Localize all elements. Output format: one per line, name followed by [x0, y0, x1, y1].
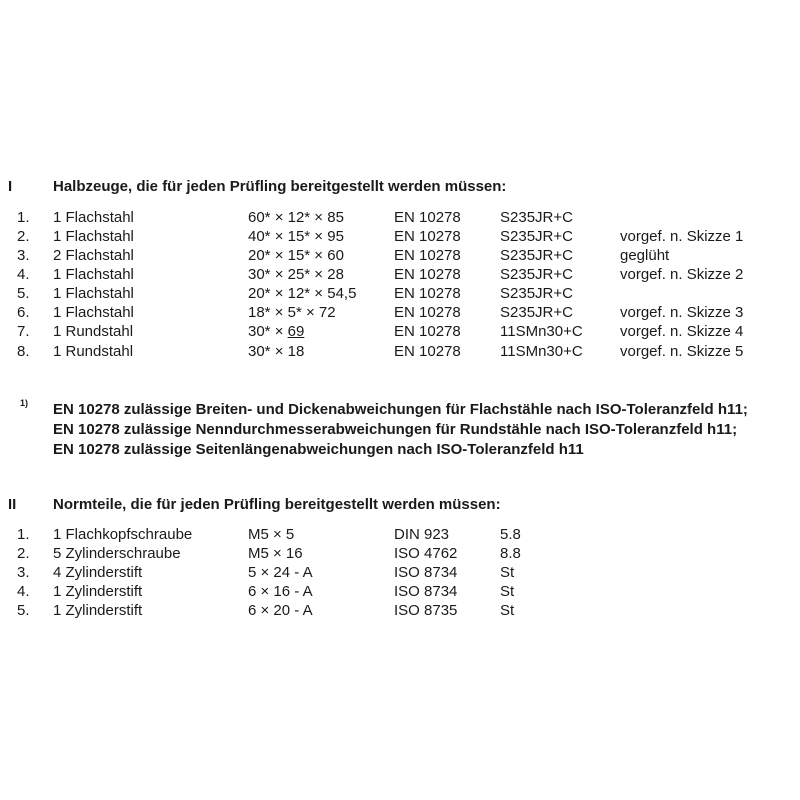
table-row [0, 266, 800, 286]
row-item: 1 Zylinderstift [53, 583, 143, 600]
row-material: S235JR+C [500, 247, 573, 264]
row-item: 1 Rundstahl [53, 343, 134, 360]
row-remark: vorgef. n. Skizze 4 [620, 323, 744, 340]
row-number: 5. [17, 602, 30, 619]
table-row [0, 564, 800, 584]
row-dimensions: 40* × 15* × 95 [248, 228, 344, 245]
row-item: 4 Zylinderstift [53, 564, 143, 581]
footnote-line: EN 10278 zulässige Breiten- und Dickenabweichungen für Flachstähle nach ISO-Toleranzfeld h11; [53, 401, 748, 418]
row-dimensions-length: 69 [287, 323, 305, 340]
row-norm: ISO 4762 [394, 545, 458, 562]
row-item: 1 Flachkopfschraube [53, 526, 193, 543]
row-grade: St [500, 564, 515, 581]
row-material: 11SMn30+C [500, 323, 583, 340]
row-norm: ISO 8734 [394, 583, 458, 600]
row-remark: vorgef. n. Skizze 2 [620, 266, 744, 283]
row-grade: St [500, 583, 515, 600]
row-grade: 5.8 [500, 526, 521, 543]
row-grade: 8.8 [500, 545, 521, 562]
row-norm: DIN 923 [394, 526, 450, 543]
row-dimensions: 30* × 25* × 28 [248, 266, 344, 283]
row-material: 11SMn30+C [500, 343, 583, 360]
row-norm: EN 10278 [394, 285, 461, 302]
row-dimensions: 60* × 12* × 85 [248, 209, 344, 226]
row-item: 1 Flachstahl [53, 209, 134, 226]
table-row [0, 228, 800, 248]
row-norm: EN 10278 [394, 304, 461, 321]
row-norm: EN 10278 [394, 247, 461, 264]
row-number: 1. [17, 209, 30, 226]
row-grade: St [500, 602, 515, 619]
table-row [0, 323, 800, 343]
row-dimensions: M5 × 16 [248, 545, 303, 562]
row-number: 5. [17, 285, 30, 302]
row-item: 1 Flachstahl [53, 304, 134, 321]
row-number: 8. [17, 343, 30, 360]
row-norm: EN 10278 [394, 228, 461, 245]
row-dimensions: M5 × 5 [248, 526, 295, 543]
row-remark: vorgef. n. Skizze 1 [620, 228, 744, 245]
table-row [0, 583, 800, 603]
row-number: 2. [17, 545, 30, 562]
row-number: 6. [17, 304, 30, 321]
section-2-title: Normteile, die für jeden Prüfling bereitgestellt werden müssen: [53, 496, 501, 513]
row-item: 5 Zylinderschraube [53, 545, 181, 562]
row-dimensions-prefix: 30* × [248, 323, 288, 340]
row-number: 4. [17, 583, 30, 600]
table-row [0, 526, 800, 546]
table-row [0, 545, 800, 565]
row-dimensions: 6 × 16 - A [248, 583, 313, 600]
row-item: 1 Rundstahl [53, 323, 134, 340]
row-item: 1 Zylinderstift [53, 602, 143, 619]
row-dimensions: 6 × 20 - A [248, 602, 313, 619]
section-2-number: II [8, 496, 17, 513]
table-row [0, 247, 800, 267]
section-1-title: Halbzeuge, die für jeden Prüfling bereitgestellt werden müssen: [53, 178, 507, 195]
row-item: 1 Flachstahl [53, 266, 134, 283]
table-row [0, 209, 800, 229]
table-row [0, 602, 800, 622]
row-number: 1. [17, 526, 30, 543]
row-norm: EN 10278 [394, 323, 461, 340]
table-row [0, 285, 800, 305]
row-number: 2. [17, 228, 30, 245]
row-number: 3. [17, 564, 30, 581]
row-norm: EN 10278 [394, 266, 461, 283]
row-material: S235JR+C [500, 209, 573, 226]
row-remark: vorgef. n. Skizze 5 [620, 343, 744, 360]
row-material: S235JR+C [500, 285, 573, 302]
row-norm: ISO 8734 [394, 564, 458, 581]
row-number: 4. [17, 266, 30, 283]
row-dimensions: 20* × 12* × 54,5 [248, 285, 357, 302]
footnote-line: EN 10278 zulässige Nenndurchmesserabweichungen für Rundstähle nach ISO-Toleranzfeld h11; [53, 421, 738, 438]
footnote-line: EN 10278 zulässige Seitenlängenabweichungen nach ISO-Toleranzfeld h11 [53, 441, 584, 458]
row-item: 1 Flachstahl [53, 228, 134, 245]
footnote-marker: 1) [20, 398, 29, 408]
section-1-number: I [8, 178, 13, 195]
row-dimensions: 18* × 5* × 72 [248, 304, 336, 321]
row-dimensions: 20* × 15* × 60 [248, 247, 344, 264]
row-dimensions: 30* × 18 [248, 343, 305, 360]
row-dimensions: 5 × 24 - A [248, 564, 313, 581]
row-material: S235JR+C [500, 228, 573, 245]
row-material: S235JR+C [500, 304, 573, 321]
table-row [0, 304, 800, 324]
row-norm: ISO 8735 [394, 602, 458, 619]
row-norm: EN 10278 [394, 343, 461, 360]
row-number: 3. [17, 247, 30, 264]
row-item: 2 Flachstahl [53, 247, 134, 264]
row-remark: geglüht [620, 247, 670, 264]
row-dimensions [248, 323, 304, 340]
row-remark: vorgef. n. Skizze 3 [620, 304, 744, 321]
row-norm: EN 10278 [394, 209, 461, 226]
table-row [0, 343, 800, 363]
row-number: 7. [17, 323, 30, 340]
row-material: S235JR+C [500, 266, 573, 283]
row-item: 1 Flachstahl [53, 285, 134, 302]
